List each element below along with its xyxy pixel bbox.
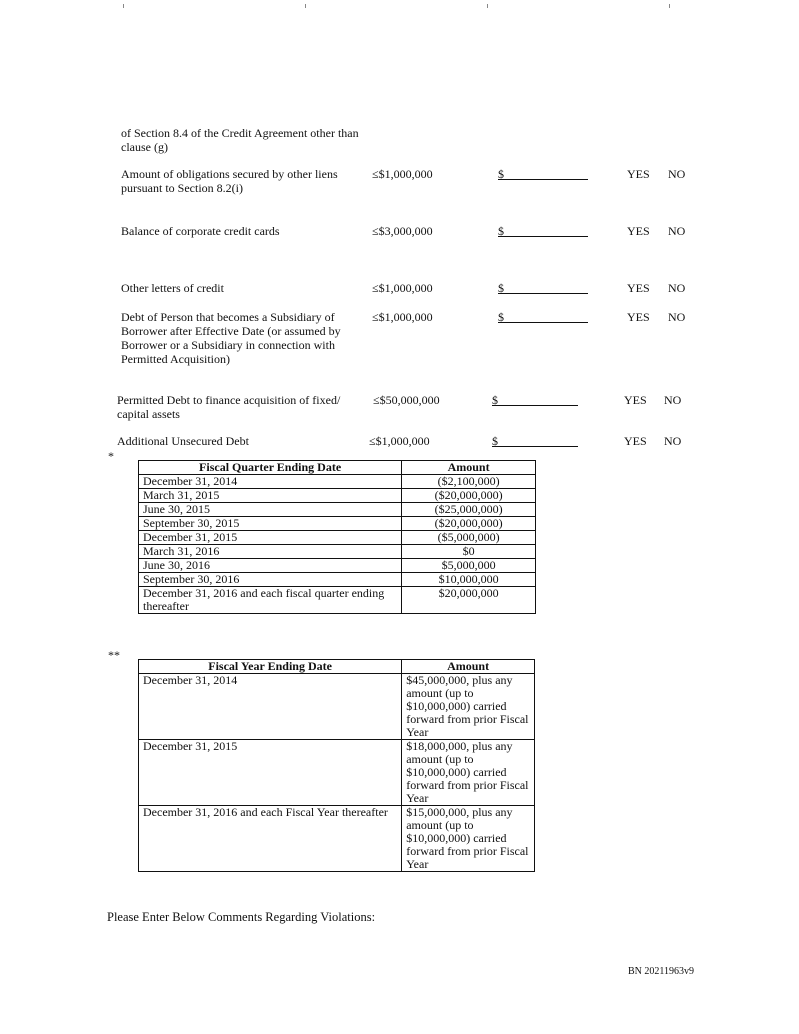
table-header-row <box>139 660 535 674</box>
dollar-sign: $ <box>492 393 498 407</box>
row-label: Additional Unsecured Debt <box>117 434 249 448</box>
dollar-sign: $ <box>498 167 504 181</box>
table-row <box>139 587 536 614</box>
date-cell: December 31, 2015 <box>139 531 402 545</box>
yes-option[interactable]: YES <box>627 224 650 238</box>
amount-cell: $45,000,000, plus any amount (up to $10,000,000) carried forward from prior Fiscal Year <box>402 674 535 740</box>
document-id: BN 20211963v9 <box>628 966 695 977</box>
date-cell: December 31, 2016 and each Fiscal Year thereafter <box>139 806 402 872</box>
row-limit: ≤$50,000,000 <box>373 393 440 407</box>
dollar-sign: $ <box>498 224 504 238</box>
date-cell: September 30, 2016 <box>139 573 402 587</box>
no-option[interactable]: NO <box>668 167 686 181</box>
amount-cell: $18,000,000, plus any amount (up to $10,000,000) carried forward from prior Fiscal Year <box>402 740 535 806</box>
continuation-text: of Section 8.4 of the Credit Agreement other than clause (g) <box>121 126 359 154</box>
amount-cell: $10,000,000 <box>402 573 536 587</box>
scan-mark <box>669 4 670 8</box>
yes-option[interactable]: YES <box>627 281 650 295</box>
date-cell: December 31, 2014 <box>139 674 402 740</box>
amount-blank[interactable] <box>498 167 588 180</box>
table-row <box>139 740 535 806</box>
column-header: Amount <box>402 461 536 475</box>
scan-mark <box>123 4 124 8</box>
amount-blank[interactable] <box>498 310 588 323</box>
row-label: Permitted Debt to finance acquisition of fixed/ capital assets <box>117 393 341 421</box>
amount-blank[interactable] <box>492 434 578 447</box>
row-label: Balance of corporate credit cards <box>121 224 280 238</box>
amount-cell: $5,000,000 <box>402 559 536 573</box>
date-cell: December 31, 2015 <box>139 740 402 806</box>
no-option[interactable]: NO <box>668 281 686 295</box>
amount-blank[interactable] <box>492 393 578 406</box>
fiscal-quarter-table <box>138 460 536 614</box>
amount-cell: ($25,000,000) <box>402 503 536 517</box>
date-cell: March 31, 2016 <box>139 545 402 559</box>
no-option[interactable]: NO <box>668 224 686 238</box>
table-row <box>139 545 536 559</box>
yes-option[interactable]: YES <box>627 167 650 181</box>
table-row <box>139 517 536 531</box>
footnote-marker-double: ** <box>108 648 120 662</box>
yes-option[interactable]: YES <box>624 434 647 448</box>
footnote-marker-single: * <box>108 449 114 463</box>
date-cell: December 31, 2016 and each fiscal quarter ending thereafter <box>139 587 402 614</box>
date-cell: June 30, 2015 <box>139 503 402 517</box>
column-header: Fiscal Year Ending Date <box>139 660 402 674</box>
amount-blank[interactable] <box>498 281 588 294</box>
amount-cell: ($20,000,000) <box>402 517 536 531</box>
column-header: Amount <box>402 660 535 674</box>
row-limit: ≤$3,000,000 <box>372 224 433 238</box>
yes-option[interactable]: YES <box>627 310 650 324</box>
table-row <box>139 806 535 872</box>
table-row <box>139 531 536 545</box>
scan-mark <box>305 4 306 8</box>
dollar-sign: $ <box>498 310 504 324</box>
table-row <box>139 573 536 587</box>
scan-mark <box>487 4 488 8</box>
row-label: Amount of obligations secured by other liens pursuant to Section 8.2(i) <box>121 167 338 195</box>
date-cell: December 31, 2014 <box>139 475 402 489</box>
amount-blank[interactable] <box>498 224 588 237</box>
table-row <box>139 503 536 517</box>
amount-cell: $20,000,000 <box>402 587 536 614</box>
date-cell: September 30, 2015 <box>139 517 402 531</box>
amount-cell: ($5,000,000) <box>402 531 536 545</box>
amount-cell: $15,000,000, plus any amount (up to $10,000,000) carried forward from prior Fiscal Year <box>402 806 535 872</box>
amount-cell: $0 <box>402 545 536 559</box>
column-header: Fiscal Quarter Ending Date <box>139 461 402 475</box>
table-row <box>139 559 536 573</box>
dollar-sign: $ <box>492 434 498 448</box>
table-header-row <box>139 461 536 475</box>
no-option[interactable]: NO <box>664 393 682 407</box>
table-row <box>139 489 536 503</box>
row-limit: ≤$1,000,000 <box>372 310 433 324</box>
row-label: Debt of Person that becomes a Subsidiary of Borrower after Effective Date (or assumed by Borrower or a Subsidiary in connection with Permitted Acquisition) <box>121 310 341 366</box>
no-option[interactable]: NO <box>664 434 682 448</box>
table-row <box>139 475 536 489</box>
comments-prompt: Please Enter Below Comments Regarding Violations: <box>107 910 376 924</box>
no-option[interactable]: NO <box>668 310 686 324</box>
row-limit: ≤$1,000,000 <box>372 281 433 295</box>
table-row <box>139 674 535 740</box>
row-limit: ≤$1,000,000 <box>372 167 433 181</box>
row-limit: ≤$1,000,000 <box>369 434 430 448</box>
date-cell: March 31, 2015 <box>139 489 402 503</box>
yes-option[interactable]: YES <box>624 393 647 407</box>
dollar-sign: $ <box>498 281 504 295</box>
fiscal-year-table <box>138 659 535 872</box>
amount-cell: ($2,100,000) <box>402 475 536 489</box>
row-label: Other letters of credit <box>121 281 224 295</box>
date-cell: June 30, 2016 <box>139 559 402 573</box>
amount-cell: ($20,000,000) <box>402 489 536 503</box>
